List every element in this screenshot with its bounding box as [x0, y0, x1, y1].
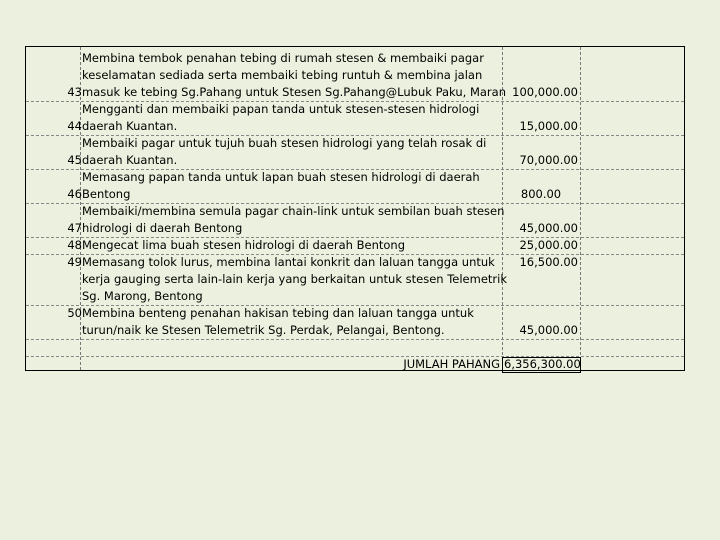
row-number: 48 — [67, 238, 82, 252]
row-amount: 45,000.00 — [519, 221, 578, 235]
row-description: Membaiki/membina semula pagar chain-link untuk sembilan buah stesen hidrologi di daerah Bentong — [82, 204, 505, 235]
row-number: 43 — [67, 85, 82, 99]
row-description: Membina benteng penahan hakisan tebing dan laluan tangga untuk turun/naik ke Stesen Telemetrik Sg. Perdak, Pelangai, Bentong. — [82, 306, 474, 337]
row-description: Membina tembok penahan tebing di rumah stesen & membaiki pagar keselamatan sediada serta membaiki tebing runtuh & membina jalan masuk ke tebing Sg.Pahang untuk Stesen Sg.Pahang@Lubuk Paku, Maran — [82, 51, 506, 99]
total-value: 6,356,300.00 — [504, 357, 581, 371]
row-description: Membaiki pagar untuk tujuh buah stesen hidrologi yang telah rosak di daerah Kuantan. — [82, 136, 487, 167]
row-number: 47 — [67, 221, 82, 235]
row-divider — [26, 356, 684, 357]
row-amount: 70,000.00 — [519, 153, 578, 167]
row-number: 46 — [67, 187, 82, 201]
row-amount: 800.00 — [520, 187, 562, 201]
total-label: JUMLAH PAHANG — [403, 357, 500, 371]
column-divider — [580, 47, 581, 370]
row-amount: 45,000.00 — [519, 323, 578, 337]
budget-table — [25, 46, 685, 371]
row-number: 44 — [67, 119, 82, 133]
row-number: 49 — [67, 255, 82, 269]
row-amount: 16,500.00 — [519, 255, 578, 269]
row-amount: 25,000.00 — [519, 238, 578, 252]
row-number: 45 — [67, 153, 82, 167]
row-description: Mengecat lima buah stesen hidrologi di daerah Bentong — [82, 238, 406, 252]
row-amount: 15,000.00 — [519, 119, 578, 133]
row-amount: 100,000.00 — [512, 85, 578, 99]
row-description: Memasang papan tanda untuk lapan buah stesen hidrologi di daerah Bentong — [82, 170, 480, 201]
row-divider — [26, 339, 684, 340]
row-description: Memasang tolok lurus, membina lantai konkrit dan laluan tangga untuk kerja gauging serta lain-lain kerja yang berkaitan untuk stesen Telemetrik Sg. Marong, Bentong — [82, 255, 508, 303]
row-description: Mengganti dan membaiki papan tanda untuk stesen-stesen hidrologi daerah Kuantan. — [82, 102, 480, 133]
row-number: 50 — [67, 306, 82, 320]
